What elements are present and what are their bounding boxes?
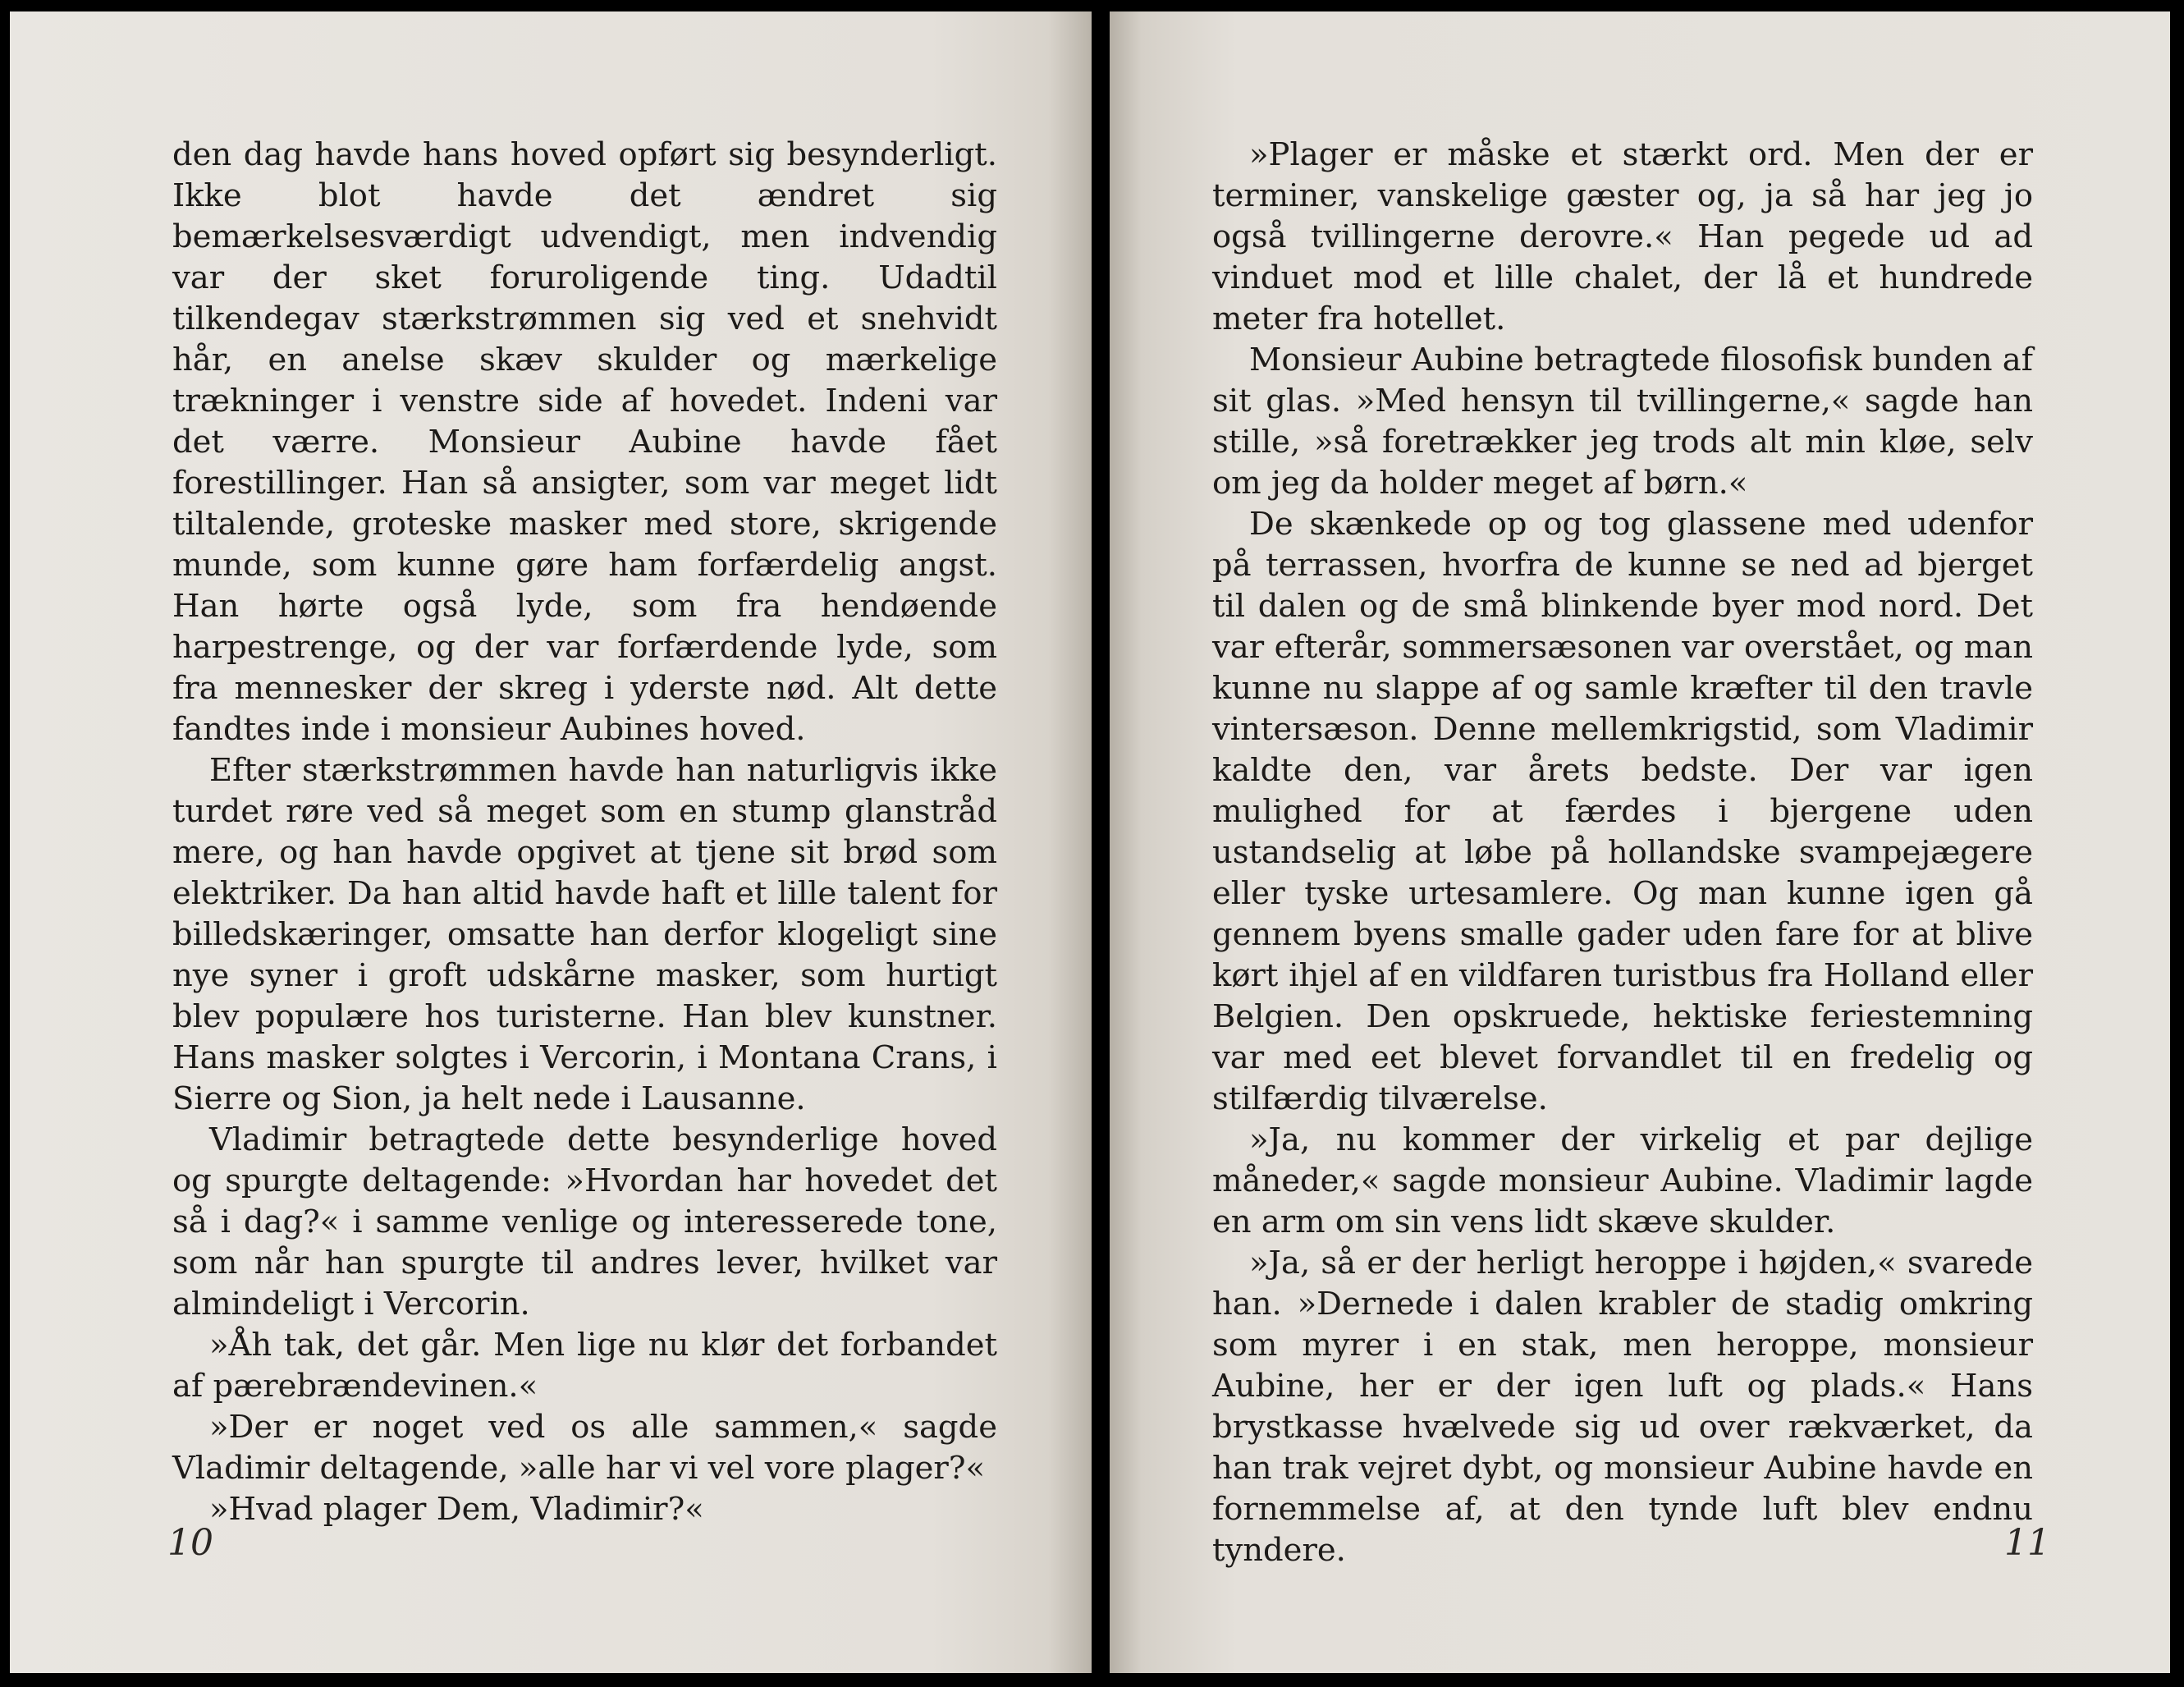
paragraph: »Ja, så er der herligt heroppe i højden,« svarede han. »Dernede i dalen krabler de stadig omkring som myrer i en stak, men heroppe, monsieur Aubine, her er der igen luft og plads.« Hans brystkasse hvælvede sig ud over rækværket, da han trak vejret dybt, og monsieur Aubine havde en fornemmelse af, at den tynde luft blev endnu tyndere. [1212,1245,2033,1569]
paragraph: De skænkede op og tog glassene med udenfor på terrassen, hvorfra de kunne se ned ad bjerget til dalen og de små blinkende byer mod nord. Det var efterår, sommersæsonen var overstået, og man kunne nu slappe af og samle kræfter til den travle vintersæson. Denne mellemkrigstid, som Vladimir kaldte den, var årets bedste. Der var igen mulighed for at færdes i bjergene uden ustandselig at løbe på hollandske svampejægere eller tyske urtesamlere. Og man kunne igen gå gennem byens smalle gader uden fare for at blive kørt ihjel af en vildfaren turistbus fra Holland eller Belgien. Den opskruede, hektiske feriestemning var med eet blevet forvandlet til en fredelig og stilfærdig tilværelse. [1212,506,2033,1117]
paragraph: den dag havde hans hoved opført sig besynderligt. Ikke blot havde det ændret sig bemærkelsesværdigt udvendigt, men indvendig var der sket foruroligende ting. Udadtil tilkendegav stærkstrømmen sig ved et snehvidt hår, en anelse skæv skulder og mærkelige trækninger i venstre side af hovedet. Indeni var det værre. Monsieur Aubine havde fået forestillinger. Han så ansigter, som var meget lidt tiltalende, groteske masker med store, skrigende munde, som kunne gøre ham forfærdelig angst. Han hørte også lyde, som fra hendøende harpestrenge, og der var forfærdende lyde, som fra mennesker der skreg i yderste nød. Alt dette fandtes inde i monsieur Aubines hoved. [172,136,997,748]
right-page [1110,11,2170,1673]
paragraph: »Der er noget ved os alle sammen,« sagde Vladimir deltagende, »alle har vi vel vore plager?« [172,1409,997,1487]
paragraph: »Ja, nu kommer der virkelig et par dejlige måneder,« sagde monsieur Aubine. Vladimir lagde en arm om sin vens lidt skæve skulder. [1212,1121,2033,1240]
left-page [10,11,1092,1673]
page-number-left: 10 [167,1522,213,1564]
paragraph: »Åh tak, det går. Men lige nu klør det forbandet af pærebrændevinen.« [172,1327,997,1405]
paragraph: Vladimir betragtede dette besynderlige hoved og spurgte deltagende: »Hvordan har hovedet det så i dag?« i samme venlige og interesserede tone, som når han spurgte til andres lever, hvilket var almindeligt i Vercorin. [172,1121,997,1323]
right-page-text [1212,135,2033,1571]
paragraph: »Hvad plager Dem, Vladimir?« [209,1491,704,1528]
left-page-text [172,135,997,1530]
paragraph: »Plager er måske et stærkt ord. Men der er terminer, vanskelige gæster og, ja så har jeg jo også tvillingerne derovre.« Han pegede ud ad vinduet mod et lille chalet, der lå et hundrede meter fra hotellet. [1212,136,2033,337]
page-number-right: 11 [2004,1522,2050,1564]
paragraph: Monsieur Aubine betragtede filosofisk bunden af sit glas. »Med hensyn til tvillingerne,« sagde han stille, »så foretrækker jeg trods alt min kløe, selv om jeg da holder meget af børn.« [1212,342,2033,502]
paragraph: Efter stærkstrømmen havde han naturligvis ikke turdet røre ved så meget som en stump glanstråd mere, og han havde opgivet at tjene sit brød som elektriker. Da han altid havde haft et lille talent for billedskæringer, omsatte han derfor klogeligt sine nye syner i groft udskårne masker, som hurtigt blev populære hos turisterne. Han blev kunstner. Hans masker solgtes i Vercorin, i Montana Crans, i Sierre og Sion, ja helt nede i Lausanne. [172,752,997,1117]
